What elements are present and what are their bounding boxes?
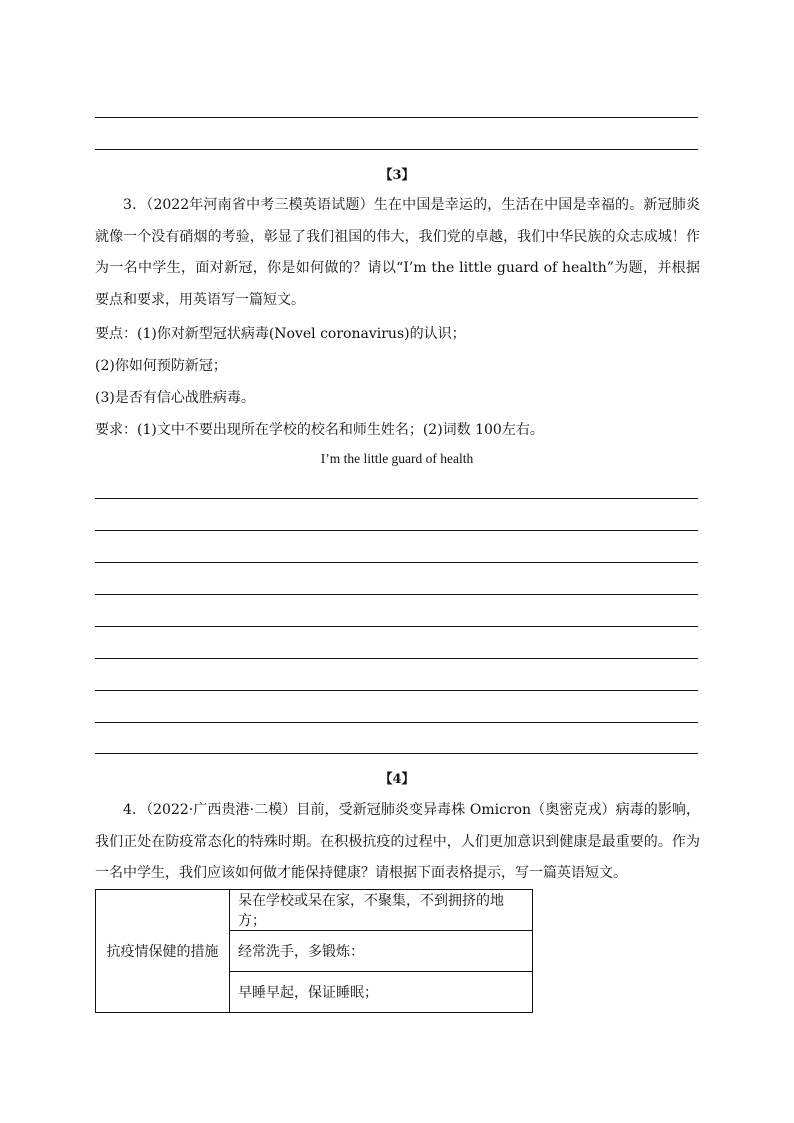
writing-line [95,498,698,499]
point-2: (2)你如何预防新冠； [95,358,227,374]
writing-line [95,753,698,754]
section-4-heading: 【4】 [379,772,415,787]
tips-table-row: 经常洗手，多锻炼： [230,931,533,972]
tips-table-row: 早睡早起，保证睡眠； [230,972,533,1013]
tips-table [95,889,533,1013]
section-3-heading: 【3】 [379,168,415,183]
tips-table-row: 呆在学校或呆在家，不聚集，不到拥挤的地方； [230,890,533,931]
writing-line [95,626,698,627]
writing-line [95,722,698,723]
points-label: 要点： [95,326,137,342]
question-3-text: 3．（2022年河南省中考三模英语试题）生在中国是幸运的，生活在中国是幸福的。新冠肺炎就像一个没有硝烟的考验，彰显了我们祖国的伟大，我们党的卓越，我们中华民族的众志成城！作为一名中学生，面对新冠，你是如何做的？请以“I’m the little guard of health”为题，并根据要点和要求，用英语写一篇短文。 [95,197,700,308]
writing-line [95,658,698,659]
point-1: (1)你对新型冠状病毒(Novel coronavirus)的认识； [137,326,466,342]
writing-line [95,594,698,595]
point-3: (3)是否有信心战胜病毒。 [95,390,255,406]
writing-line [95,530,698,531]
question-4-text: 4．（2022·广西贵港·二模）目前，受新冠肺炎变异毒株 Omicron（奥密克戎）病毒的影响，我们正处在防疫常态化的特殊时期。在积极抗疫的过程中，人们更加意识到健康是最重要的。作为一名中学生，我们应该如何做才能保持健康？请根据下面表格提示，写一篇英语短文。 [95,802,700,881]
writing-line [95,690,698,691]
requirements-text: 要求：(1)文中不要出现所在学校的校名和师生姓名；(2)词数 100左右。 [95,422,544,438]
writing-line [95,562,698,563]
tips-table-header: 抗疫情保健的措施 [96,890,230,1013]
essay-title: I’m the little guard of health [320,451,474,466]
answer-line [95,149,698,150]
answer-line [95,117,698,118]
